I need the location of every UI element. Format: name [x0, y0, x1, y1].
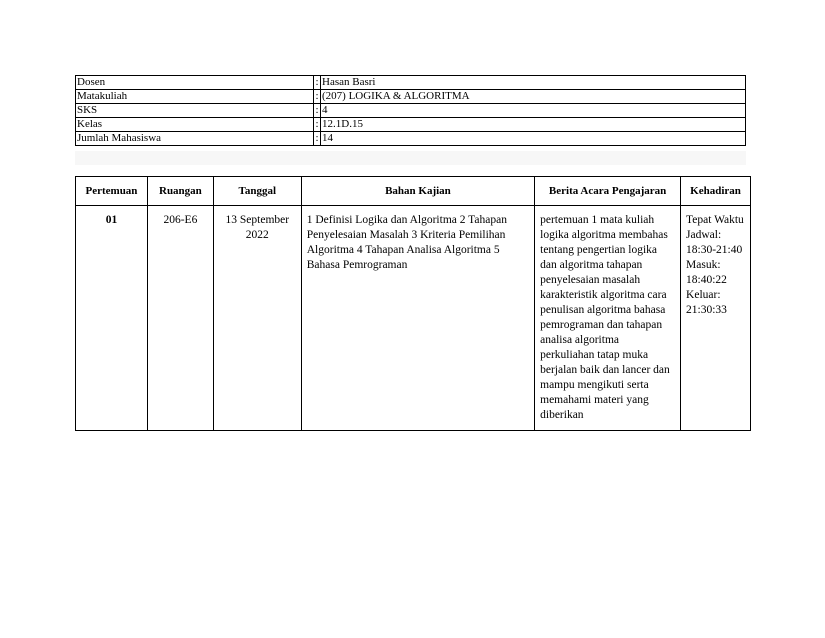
info-row-sks: [76, 104, 746, 118]
info-label: Dosen: [76, 76, 314, 90]
header-kehadiran: Kehadiran: [681, 177, 751, 206]
course-info-table: [75, 75, 746, 146]
info-value: 12.1D.15: [321, 118, 746, 132]
info-value: (207) LOGIKA & ALGORITMA: [321, 90, 746, 104]
cell-kehadiran: [681, 208, 751, 431]
kehadiran-masuk-label: Masuk:: [686, 259, 721, 271]
header-pertemuan: Pertemuan: [76, 177, 148, 206]
cell-pertemuan: 01: [76, 208, 148, 431]
header-berita-acara: Berita Acara Pengajaran: [535, 177, 681, 206]
info-label: Matakuliah: [76, 90, 314, 104]
info-label: SKS: [76, 104, 314, 118]
kehadiran-status: Tepat Waktu: [686, 214, 744, 226]
header-tanggal: Tanggal: [213, 177, 301, 206]
info-row-dosen: [76, 76, 746, 90]
kehadiran-keluar-label: Keluar:: [686, 289, 721, 301]
info-label: Kelas: [76, 118, 314, 132]
info-row-jumlah-mahasiswa: [76, 132, 746, 146]
header-ruangan: Ruangan: [147, 177, 213, 206]
info-separator: :: [315, 104, 319, 116]
info-value: 4: [321, 104, 746, 118]
kehadiran-jadwal: 18:30-21:40: [686, 244, 743, 256]
cell-bahan-kajian: 1 Definisi Logika dan Algoritma 2 Tahapan Penyelesaian Masalah 3 Kriteria Pemilihan Algoritma 4 Tahapan Analisa Algoritma 5 Bahasa Pemrograman: [301, 208, 534, 431]
cell-ruangan: 206-E6: [147, 208, 213, 431]
info-separator: :: [315, 90, 319, 102]
info-separator: :: [315, 76, 319, 88]
section-divider: [75, 151, 746, 165]
table-header-row: [76, 177, 751, 206]
info-value: 14: [321, 132, 746, 146]
info-row-matakuliah: [76, 90, 746, 104]
header-bahan-kajian: Bahan Kajian: [301, 177, 534, 206]
info-separator: :: [315, 132, 319, 144]
attendance-table: [75, 176, 751, 431]
info-separator: :: [315, 118, 319, 130]
kehadiran-keluar: 21:30:33: [686, 304, 727, 316]
kehadiran-jadwal-label: Jadwal:: [686, 229, 722, 241]
table-row: [76, 208, 751, 431]
cell-tanggal: 13 September 2022: [213, 208, 301, 431]
info-label: Jumlah Mahasiswa: [76, 132, 314, 146]
info-row-kelas: [76, 118, 746, 132]
info-value: Hasan Basri: [321, 76, 746, 90]
cell-berita-acara: pertemuan 1 mata kuliah logika algoritma membahas tentang pengertian logika dan algoritma tahapan penyelesaian masalah karakteristik algoritma cara penulisan algoritma bahasa pemrograman dan tahapan analisa algoritma perkuliahan tatap muka berjalan baik dan lancer dan mampu mengikuti serta memahami materi yang diberikan: [535, 208, 681, 431]
kehadiran-masuk: 18:40:22: [686, 274, 727, 286]
